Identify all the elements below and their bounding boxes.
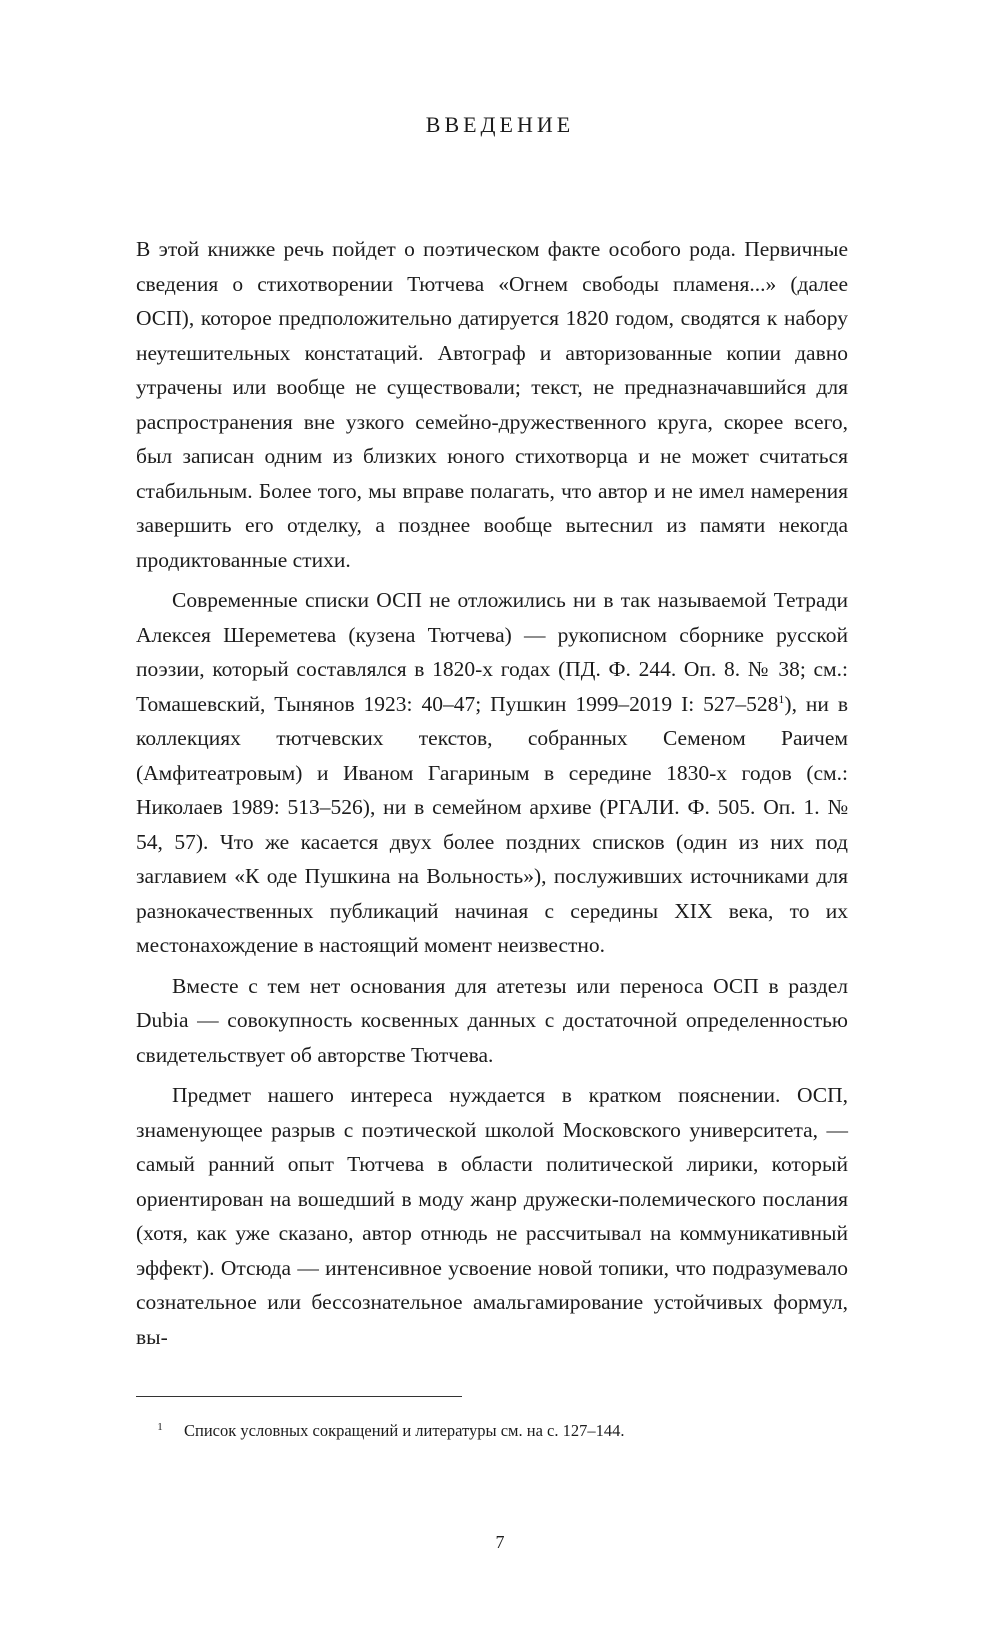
- footnote-divider: [136, 1396, 462, 1397]
- page-number: 7: [495, 1532, 505, 1552]
- paragraph-1: В этой книжке речь пойдет о поэтическом факте особого рода. Первичные сведения о стихотворении Тютчева «Огнем свободы пламеня...» (далее ОСП), которое предположительно датируется 1820 годом, сводятся к набору неутешительных констатаций. Автограф и авторизованные копии давно утрачены или вообще не существовали; текст, не предназначавшийся для распространения вне узкого семейно-дружественного круга, скорее всего, был записан одним из близких юного стихотворца и не может считаться стабильным. Более того, мы вправе полагать, что автор и не имел намерения завершить его отделку, а позднее вообще вытеснил из памяти некогда продиктованные стихи.: [136, 237, 848, 572]
- footnote: [136, 1420, 848, 1442]
- paragraph-2: [136, 583, 848, 963]
- main-text: [136, 232, 848, 1360]
- footnote-number: 1: [157, 1421, 163, 1433]
- footnote-reference[interactable]: 1: [778, 691, 785, 706]
- paragraph-3: Вместе с тем нет основания для атетезы или переноса ОСП в раздел Dubia — совокупность косвенных данных с достаточной определенностью свидетельствует об авторстве Тютчева.: [136, 973, 848, 1067]
- paragraph-4: Предмет нашего интереса нуждается в кратком пояснении. ОСП, знаменующее разрыв с поэтической школой Московского университета, — самый ранний опыт Тютчева в области политической лирики, который ориентирован на вошедший в моду жанр дружески-полемического послания (хотя, как уже сказано, автор отнюдь не рассчитывал на коммуникативный эффект). Отсюда — интенсивное усвоение новой топики, что подразумевало сознательное или бессознательное амальгамирование устойчивых формул, вы-: [136, 1083, 848, 1349]
- paragraph-2-part-b: ), ни в коллекциях тютчевских текстов, собранных Семеном Раичем (Амфитеатровым) и Иваном Гагариным в середине 1830-х годов (см.: Николаев 1989: 513–526), ни в семейном архиве (РГАЛИ. Ф. 505. Оп. 1. № 54, 57). Что же касается двух более поздних списков (один из них под заглавием «К оде Пушкина на Вольность»), послуживших источниками для разнокачественных публикаций начиная с середины XIX века, то их местонахождение в настоящий момент неизвестно.: [136, 691, 848, 957]
- footnote-text: Список условных сокращений и литературы см. на с. 127–144.: [184, 1421, 625, 1440]
- paragraph-2-part-a: Современные списки ОСП не отложились ни в так называемой Тетради Алексея Шереметева (кузена Тютчева) — рукописном сборнике русской поэзии, который составлялся в 1820-х годах (ПД. Ф. 244. Оп. 8. № 38; см.: Томашевский, Тынянов 1923: 40–47; Пушкин 1999–2019 I: 527–528: [136, 588, 848, 716]
- chapter-heading: ВВЕДЕНИЕ: [425, 112, 575, 137]
